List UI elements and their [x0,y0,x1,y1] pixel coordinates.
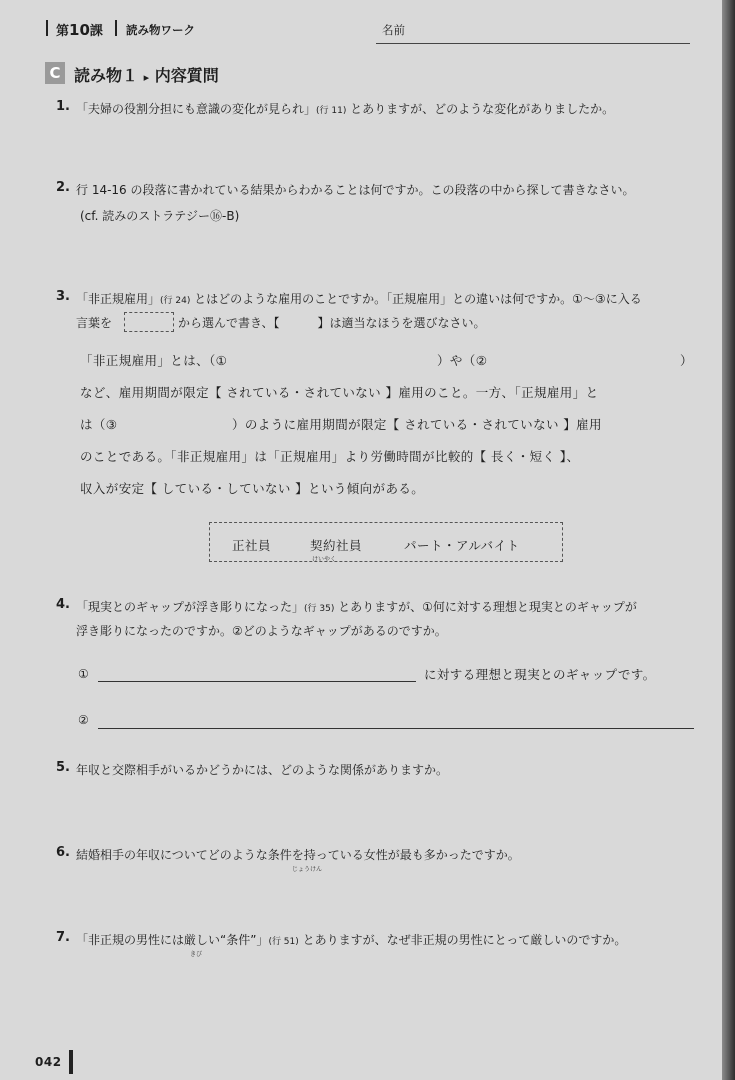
q2-number: 2. [56,180,70,195]
page-number-bar [69,1050,73,1074]
lesson-label: 第10課 [56,21,103,39]
page-edge-shadow [722,0,735,1080]
word-box-reference [124,312,174,332]
q3-para-1b: ）や（② [437,353,488,368]
q7-number: 7. [56,930,70,945]
q4-answer1-mark: ① [78,667,89,681]
q3-para-1a: 「非正規雇用」とは、（① [80,353,228,368]
q4-answer1-line[interactable] [98,681,416,682]
q4-line2: 浮き彫りになったのですか。②どのようなギャップがあるのですか。 [76,624,447,638]
choice-furigana: けいやく [312,556,337,563]
header-subtitle: 読み物ワーク [126,23,195,37]
q6-number: 6. [56,845,70,860]
q3-para-2: など、雇用期間が限定【 されている・されていない 】雇用のこと。一方、「正規雇用」と [80,385,599,400]
q3-line1: 「非正規雇用」(行 24) とはどのような雇用のことですか。「正規雇用」との違いは何ですか。①～③に入る [76,292,642,306]
triangle-arrow-icon: ▸ [143,71,150,84]
q3-line2b: から選んで書き、【 】は適当なほうを選びなさい。 [178,316,486,330]
name-line [376,43,690,44]
name-label: 名前 [382,23,405,37]
q4-answer1-suffix: に対する理想と現実とのギャップです。 [424,667,656,682]
q3-line2: 言葉を [76,316,113,330]
q3-number: 3. [56,289,70,304]
q3-para-3b: ）のように雇用期間が限定【 されている・されていない 】雇用 [232,417,602,432]
q5-text: 年収と交際相手がいるかどうかには、どのような関係がありますか。 [76,763,449,777]
q1-text: 「夫婦の役割分担にも意識の変化が見られ」(行 11) とありますが、どのような変化がありましたか。 [76,102,615,116]
q2-line2: (cf. 読みのストラテジー⑯-B) [80,209,240,223]
q4-answer2-line[interactable] [98,728,694,729]
section-badge: C [45,62,65,84]
q7-furigana: きび [190,951,203,958]
q6-furigana: じょうけん [292,866,323,873]
q4-number: 4. [56,597,70,612]
q7-text: 「非正規の男性には厳しい“条件”」(行 51) とありますが、なぜ非正規の男性にとって厳しいのですか。 [76,933,627,947]
section-title: 読み物１ ▸ 内容質問 [74,66,219,85]
q4-answer2-mark: ② [78,713,89,727]
q3-para-5: 収入が安定【 している・していない 】という傾向がある。 [80,481,425,496]
choice-seishain: 正社員 [232,538,272,553]
page-number: 042 [35,1055,62,1069]
q1-number: 1. [56,99,70,114]
choice-part-arbeit: パート・アルバイト [404,538,520,553]
header-bar-left [46,20,48,36]
header-bar-mid [115,20,117,36]
q2-line1: 行 14-16 の段落に書かれている結果からわかることは何ですか。この段落の中から探して書きなさい。 [76,183,635,197]
q3-para-3a: は（③ [80,417,118,432]
q6-text: 結婚相手の年収についてどのような条件を持っている女性が最も多かったですか。 [76,848,520,862]
choice-keiyaku-shain: 契約社員 [310,538,363,553]
q4-line1: 「現実とのギャップが浮き彫りになった」(行 35) とありますが、①何に対する理想と現実とのギャップが [76,600,637,614]
q5-number: 5. [56,760,70,775]
q3-para-4: のことである。「非正規雇用」は「正規雇用」より労働時間が比較的【 長く・短く 】、 [80,449,580,464]
lesson-number: 10 [69,21,90,39]
q3-para-1c: ） [680,353,693,368]
